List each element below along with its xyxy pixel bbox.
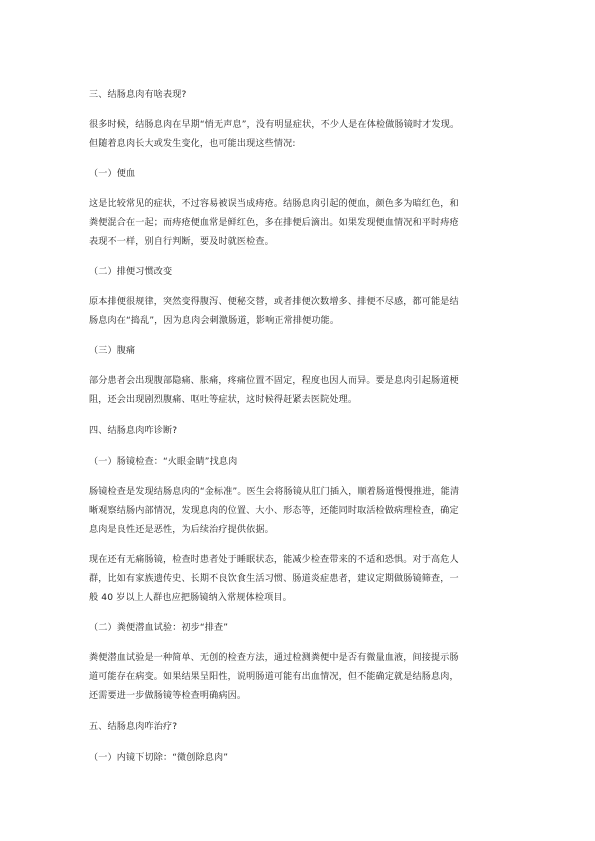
text-line: 现在还有无痛肠镜，检查时患者处于睡眠状态，能减少检查带来的不适和恐惧。对于高危人 <box>89 555 459 565</box>
text-line: （一）便血 <box>89 169 136 179</box>
paragraph-blood-in-stool <box>89 195 517 252</box>
document-page <box>89 86 517 768</box>
text-line: （一）肠镜检查：“火眼金睛”找息肉 <box>89 457 238 467</box>
subheading-abdominal-pain <box>89 342 517 361</box>
text-line: （二）排便习惯改变 <box>89 267 173 277</box>
text-line: （一）内镜下切除：“微创除息肉” <box>89 753 229 763</box>
text-line: 息肉是良性还是恶性，为后续治疗提供依据。 <box>89 525 274 535</box>
paragraph-occult-blood-test <box>89 649 517 706</box>
text-line: 阻，还会出现剧烈腹痛、呕吐等症状，这时候得赶紧去医院处理。 <box>89 395 358 405</box>
heading-section-5 <box>89 718 517 737</box>
text-line: 但随着息肉长大或发生变化，也可能出现这些情况: <box>89 139 296 149</box>
text-line: 粪便潜血试验是一种简单、无创的检查方法，通过检测粪便中是否有微量血液，间接提示肠 <box>89 653 459 663</box>
text-line: （三）腹痛 <box>89 346 136 356</box>
paragraph-abdominal-pain <box>89 372 517 410</box>
text-line: 肠息肉在“捣乱”，因为息肉会刺激肠道，影响正常排便功能。 <box>89 316 340 326</box>
subheading-occult-blood-test <box>89 619 517 638</box>
text-line: 表现不一样，别自行判断，要及时就医检查。 <box>89 237 274 247</box>
paragraph-colonoscopy <box>89 483 517 540</box>
text-line: 四、结肠息肉咋诊断? <box>89 426 178 436</box>
subheading-blood-in-stool <box>89 165 517 184</box>
text-line: 这是比较常见的症状，不过容易被误当成痔疮。结肠息肉引起的便血，颜色多为暗红色，和 <box>89 199 459 209</box>
text-line: 道可能存在病变。如果结果呈阳性，说明肠道可能有出血情况，但不能确定就是结肠息肉， <box>89 672 459 682</box>
subheading-bowel-habits <box>89 263 517 282</box>
text-line: （二）粪便潜血试验：初步“排查” <box>89 623 229 633</box>
text-line: 群，比如有家族遗传史、长期不良饮食生活习惯、肠道炎症患者，建议定期做肠镜筛查，一 <box>89 574 459 584</box>
subheading-endoscopic-resection <box>89 749 517 768</box>
text-line: 原本排便很规律，突然变得腹泻、便秘交替，或者排便次数增多、排便不尽感，都可能是结 <box>89 297 459 307</box>
text-line: 五、结肠息肉咋治疗? <box>89 722 178 732</box>
heading-section-3 <box>89 86 517 105</box>
text-line: 部分患者会出现腹部隐痛、胀痛，疼痛位置不固定，程度也因人而异。要是息肉引起肠道梗 <box>89 376 459 386</box>
paragraph-bowel-habits <box>89 293 517 331</box>
text-line: 肠镜检查是发现结肠息肉的“金标准”。医生会将肠镜从肛门插入，顺着肠道慢慢推进，能清 <box>89 487 460 497</box>
heading-section-4 <box>89 422 517 441</box>
text-line: 粪便混合在一起；而痔疮便血常是鲜红色，多在排便后滴出。如果发现便血情况和平时痔疮 <box>89 218 459 228</box>
text-line: 很多时候，结肠息肉在早期“悄无声息”，没有明显症状，不少人是在体检做肠镜时才发现。 <box>89 120 460 130</box>
text-line: 三、结肠息肉有啥表现? <box>89 90 187 100</box>
text-line: 般 40 岁以上人群也应把肠镜纳入常规体检项目。 <box>89 593 292 603</box>
subheading-colonoscopy <box>89 453 517 472</box>
paragraph-intro <box>89 116 517 154</box>
text-line: 晰观察结肠内部情况，发现息肉的位置、大小、形态等，还能同时取活检做病理检查，确定 <box>89 506 459 516</box>
paragraph-painless-colonoscopy <box>89 551 517 608</box>
text-line: 还需要进一步做肠镜等检查明确病因。 <box>89 691 247 701</box>
